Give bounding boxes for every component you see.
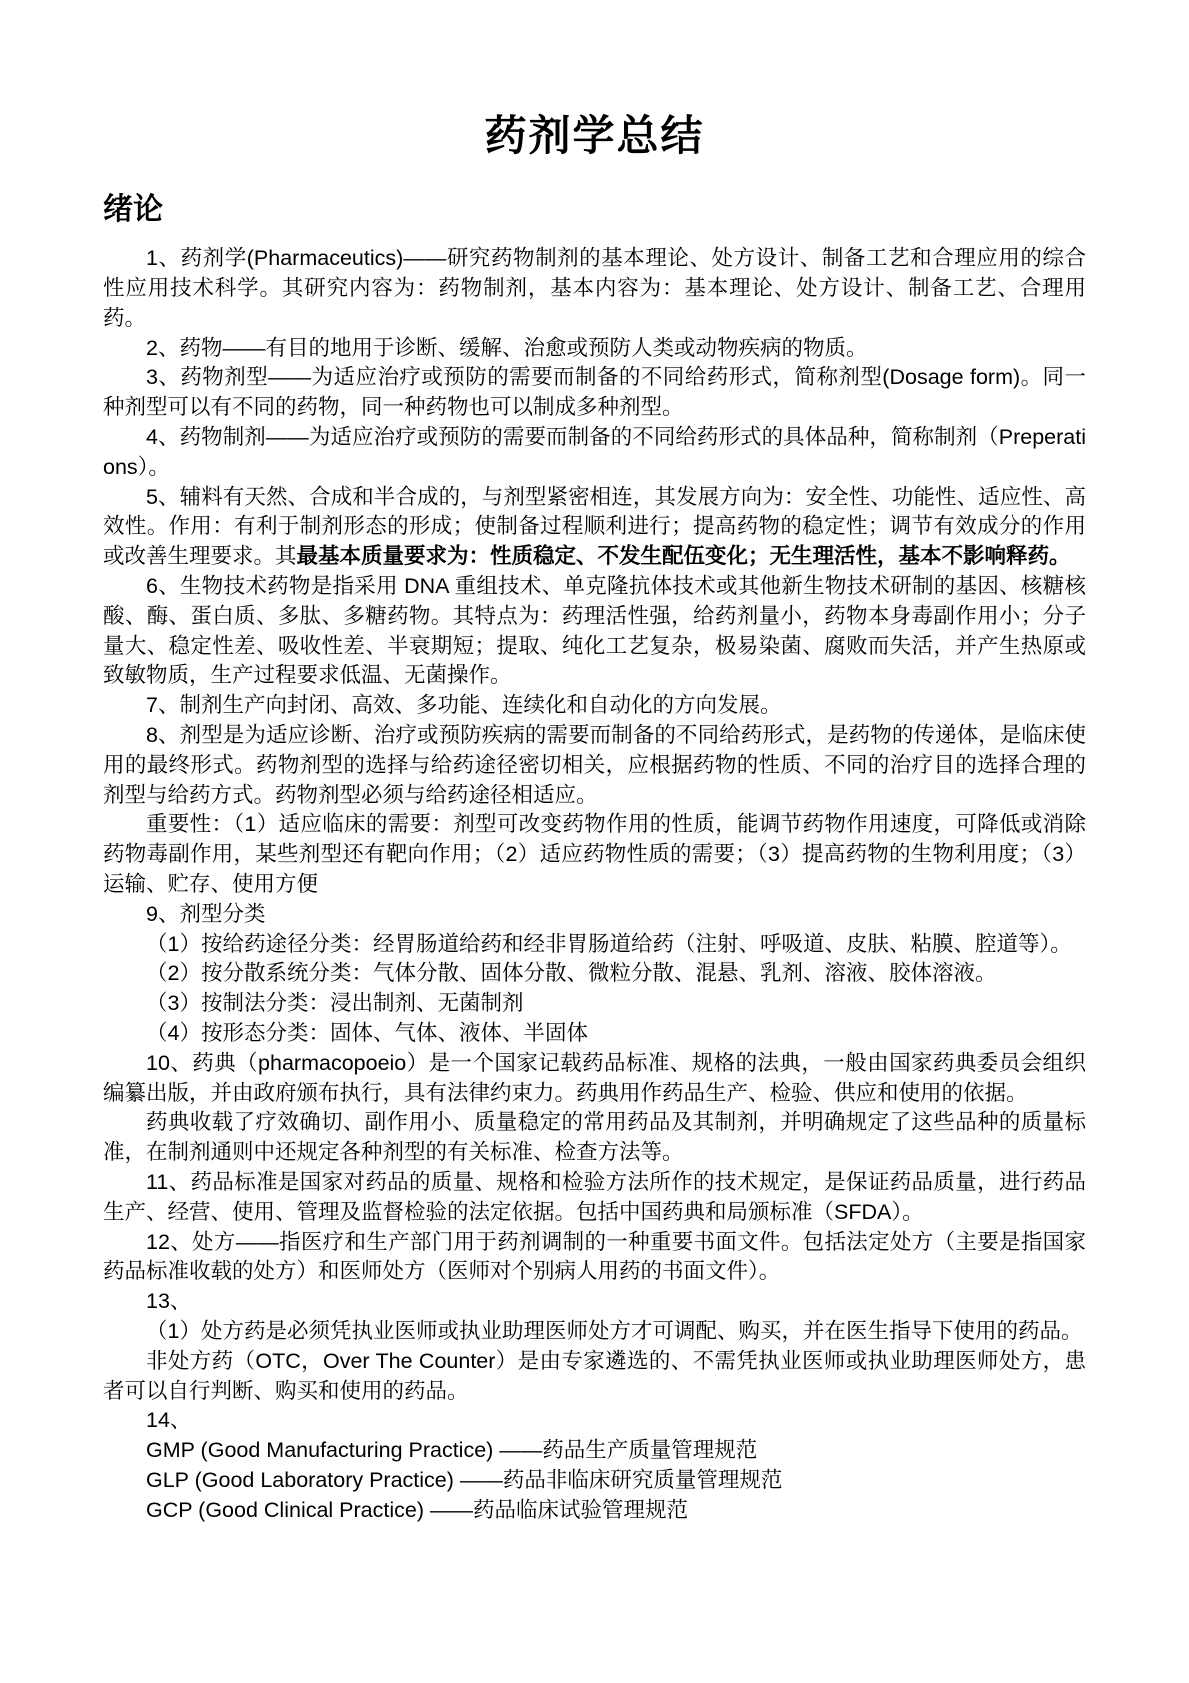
para-13-1-rx-drug: （1）处方药是必须凭执业医师或执业助理医师处方才可调配、购买，并在医生指导下使用的药品。 [146, 1318, 1083, 1343]
para-6-biotech-drugs: 6、生物技术药物是指采用 DNA 重组技术、单克隆抗体技术或其他新生物技术研制的基因、核糖核酸、酶、蛋白质、多肽、多糖药物。其特点为：药理活性强，给药剂量小，药物本身毒副作用小；分子量大、稳定性差、吸收性差、半衰期短；提取、纯化工艺复杂，极易染菌、腐败而失活，并产生热原或致敏物质，生产过程要求低温、无菌操作。 [103, 574, 1086, 688]
para-14-glp: GLP (Good Laboratory Practice) ——药品非临床研究质量管理规范 [146, 1467, 783, 1492]
para-13-otc-drug: 非处方药（OTC，Over The Counter）是由专家遴选的、不需凭执业医师或执业助理医师处方，患者可以自行判断、购买和使用的药品。 [103, 1348, 1086, 1403]
para-7-production-trend: 7、制剂生产向封闭、高效、多功能、连续化和自动化的方向发展。 [146, 693, 782, 718]
para-9-2-by-dispersion: （2）按分散系统分类：气体分散、固体分散、微粒分散、混悬、乳剂、溶液、胶体溶液。 [146, 961, 997, 986]
para-3-dosage-form-definition: 3、药物剂型——为适应治疗或预防的需要而制备的不同给药形式，简称剂型(Dosage form)。同一种剂型可以有不同的药物，同一种药物也可以制成多种剂型。 [103, 365, 1086, 420]
para-14-gmp: GMP (Good Manufacturing Practice) ——药品生产质量管理规范 [146, 1438, 758, 1463]
document-body [103, 244, 1086, 1525]
para-5-excipients [103, 483, 1086, 572]
para-9-4-by-form: （4）按形态分类：固体、气体、液体、半固体 [146, 1021, 588, 1046]
page-title: 药剂学总结 [484, 112, 705, 159]
para-10-pharmacopoeia: 10、药典（pharmacopoeio）是一个国家记载药品标准、规格的法典，一般由国家药典委员会组织编纂出版，并由政府颁布执行，具有法律约束力。药典用作药品生产、检验、供应和使用的依据。 [103, 1050, 1086, 1105]
para-12-prescription-definition: 12、处方——指医疗和生产部门用于药剂调制的一种重要书面文件。包括法定处方（主要是指国家药品标准收载的处方）和医师处方（医师对个别病人用药的书面文件）。 [103, 1229, 1086, 1284]
para-1-pharmaceutics-definition: 1、药剂学(Pharmaceutics)——研究药物制剂的基本理论、处方设计、制备工艺和合理应用的综合性应用技术科学。其研究内容为：药物制剂，基本内容为：基本理论、处方设计、制备工艺、合理用药。 [103, 246, 1086, 330]
para-4-preparation-definition: 4、药物制剂——为适应治疗或预防的需要而制备的不同给药形式的具体品种，简称制剂（Preperations）。 [103, 425, 1086, 479]
para-8-dosage-form-role: 8、剂型是为适应诊断、治疗或预防疾病的需要而制备的不同给药形式，是药物的传递体，是临床使用的最终形式。药物剂型的选择与给药途径密切相关，应根据药物的性质、不同的治疗目的选择合理的剂型与给药方式。药物剂型必须与给药途径相适应。 [103, 723, 1086, 807]
para-9-classification-heading: 9、剂型分类 [146, 901, 266, 926]
para-5-excipients-bold-run: 最基本质量要求为：性质稳定、不发生配伍变化；无生理活性，基本不影响释药。 [296, 544, 1071, 569]
para-9-1-by-route: （1）按给药途径分类：经胃肠道给药和经非胃肠道给药（注射、呼吸道、皮肤、粘膜、腔道等）。 [146, 931, 1072, 956]
para-8-importance: 重要性：（1）适应临床的需要：剂型可改变药物作用的性质，能调节药物作用速度，可降低或消除药物毒副作用，某些剂型还有靶向作用；（2）适应药物性质的需要；（3）提高药物的生物利用度；（3）运输、贮存、使用方便 [103, 812, 1086, 897]
para-9-3-by-method: （3）按制法分类：浸出制剂、无菌制剂 [146, 991, 524, 1016]
para-14-gcp: GCP (Good Clinical Practice) ——药品临床试验管理规范 [146, 1497, 688, 1522]
section-heading-intro: 绪论 [103, 193, 163, 227]
para-11-drug-standards: 11、药品标准是国家对药品的质量、规格和检验方法所作的技术规定，是保证药品质量，进行药品生产、经营、使用、管理及监督检验的法定依据。包括中国药典和局颁标准（SFDA）。 [103, 1170, 1086, 1224]
para-13-heading: 13、 [146, 1289, 192, 1314]
para-5-excipients-normal-run: 5、辅料有天然、合成和半合成的，与剂型紧密相连，其发展方向为：安全性、功能性、适应性、高效性。作用：有利于制剂形态的形成；使制备过程顺利进行；提高药物的稳定性；调节有效成分的作用或改善生理要求。其 [103, 484, 1086, 569]
para-10-pharmacopoeia-content: 药典收载了疗效确切、副作用小、质量稳定的常用药品及其制剂，并明确规定了这些品种的质量标准，在制剂通则中还规定各种剂型的有关标准、检查方法等。 [103, 1110, 1086, 1165]
para-2-drug-definition: 2、药物——有目的地用于诊断、缓解、治愈或预防人类或动物疾病的物质。 [146, 335, 868, 360]
para-14-heading: 14、 [146, 1408, 192, 1433]
